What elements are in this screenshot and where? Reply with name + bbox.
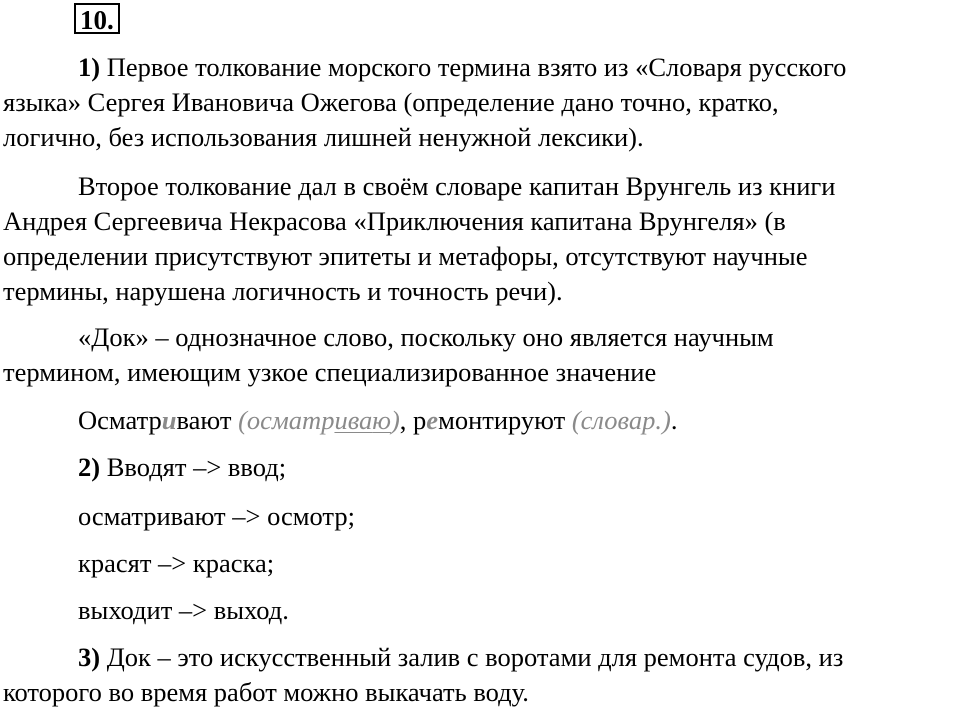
p4-item2: осматривают –> осмотр; (78, 501, 355, 531)
p3-line2: термином, имеющим узкое специализированное значение (3, 357, 657, 387)
check1-root: ива (334, 405, 373, 435)
p5-line2: которого во время работ можно выкачать воду. (3, 677, 529, 707)
p1-line1 (78, 52, 846, 82)
p4-item1 (78, 452, 286, 482)
check2: (словар.) (571, 405, 671, 435)
p1-line1-text: Первое толкование морского термина взято из «Словаря русского (100, 52, 847, 82)
task-number-dot: . (107, 5, 114, 35)
check1-open: (осматр (238, 405, 335, 435)
spelling-line (78, 405, 677, 435)
check1-end: ю (372, 405, 391, 435)
p5-line1-text: Док – это искусственный залив с воротами для ремонта судов, из (100, 642, 844, 672)
spelling-end: . (670, 405, 678, 435)
p2-line4: термины, нарушена логичность и точность речи). (3, 276, 563, 306)
p2-line2: Андрея Сергеевича Некрасова «Приключения капитана Врунгеля» (в (3, 206, 786, 236)
word1-start: Осматр (78, 405, 162, 435)
p5-label: 3) (78, 642, 101, 672)
p4-item4: выходит –> выход. (78, 595, 289, 625)
word2-end: монтируют (438, 405, 572, 435)
p5-line1 (78, 642, 843, 672)
word1-end: вают (176, 405, 239, 435)
p2-line3: определении присутствуют эпитеты и метафоры, отсутствуют научные (3, 241, 808, 271)
p1-line2: языка» Сергея Ивановича Ожегова (определение дано точно, кратко, (3, 87, 779, 117)
p3-line1: «Док» – однозначное слово, поскольку оно является научным (78, 322, 774, 352)
p4-item3: красят –> краска; (78, 548, 275, 578)
task-number: 10 (80, 5, 107, 35)
word2-start: р (413, 405, 427, 435)
p4-item1-text: Вводят –> ввод; (100, 452, 287, 482)
check1-close: ) (390, 405, 400, 435)
p1-line3: логично, без использования лишней ненужной лексики). (3, 122, 644, 152)
task-number-box (74, 3, 120, 34)
p4-label: 2) (78, 452, 101, 482)
word1-vowel: и (161, 405, 177, 435)
p1-label: 1) (78, 52, 101, 82)
separator: , (399, 405, 414, 435)
p2-line1: Второе толкование дал в своём словаре капитан Врунгель из книги (78, 171, 836, 201)
word2-vowel: е (426, 405, 439, 435)
